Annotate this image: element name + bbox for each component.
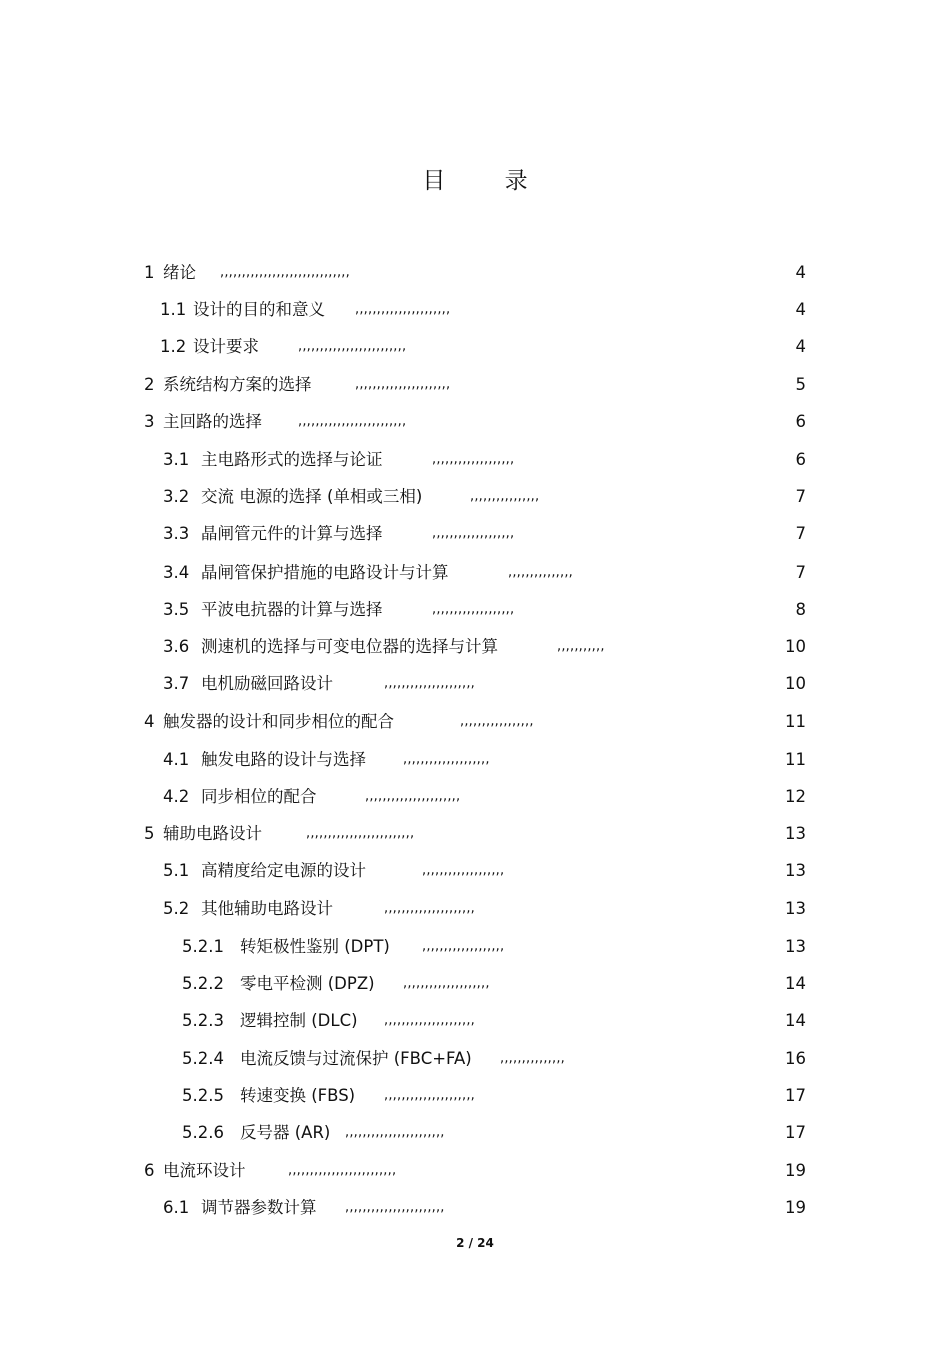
toc-entry[interactable] xyxy=(0,410,950,434)
toc-entry-title: 同步相位的配合 xyxy=(201,787,317,806)
toc-entry[interactable] xyxy=(0,373,950,397)
toc-entry-title: 其他辅助电路设计 xyxy=(201,899,333,918)
toc-entry[interactable] xyxy=(0,1159,950,1183)
toc-entry-leader: ,,,,,,,,,,,,,,,,,,,, xyxy=(403,752,490,767)
toc-entry-leader: ,,,,,,,,,,,,,,,,,,,,,, xyxy=(355,302,451,317)
toc-entry-leader: ,,,,,,,,,,,,,,,,,,, xyxy=(422,939,505,954)
toc-entry[interactable] xyxy=(0,1009,950,1033)
toc-entry-title: 电机励磁回路设计 xyxy=(201,674,333,693)
toc-entry-page: 14 xyxy=(785,974,806,993)
toc-entry[interactable] xyxy=(0,635,950,659)
toc-entry-number: 4.2 xyxy=(163,787,190,806)
toc-entry-number: 5.2.4 xyxy=(182,1049,224,1068)
toc-entry-leader: ,,,,,,,,,,,,,,,,,,,,,,,,,,,,,, xyxy=(220,265,350,280)
toc-entry-title: 高精度给定电源的设计 xyxy=(201,861,366,880)
toc-entry[interactable] xyxy=(0,859,950,883)
page-title: 目 录 xyxy=(422,168,554,194)
toc-entry-page: 17 xyxy=(785,1123,806,1142)
toc-entry-title: 电流环设计 xyxy=(163,1161,246,1180)
toc-entry-title: 平波电抗器的计算与选择 xyxy=(201,600,383,619)
toc-entry[interactable] xyxy=(0,897,950,921)
toc-entry-leader: ,,,,,,,,,,,,,,,,,,,,, xyxy=(384,1088,475,1103)
toc-entry-leader: ,,,,,,,,,,,,,,,,,,,,, xyxy=(384,676,475,691)
toc-entry-leader: ,,,,,,,,,,,,,,,,,,,,,,, xyxy=(345,1200,445,1215)
toc-entry-title: 设计要求 xyxy=(193,337,259,356)
toc-entry-leader: ,,,,,,,,,,,,,,,,,,,,,,,,, xyxy=(288,1163,397,1178)
toc-entry-page: 11 xyxy=(785,712,806,731)
toc-entry[interactable] xyxy=(0,935,950,959)
toc-entry[interactable] xyxy=(0,972,950,996)
toc-entry-title: 绪论 xyxy=(163,263,196,282)
toc-entry-page: 13 xyxy=(785,861,806,880)
toc-entry-page: 14 xyxy=(785,1011,806,1030)
toc-entry-leader: ,,,,,,,,,,,,,,,,,,, xyxy=(432,526,515,541)
toc-entry-title: 晶闸管元件的计算与选择 xyxy=(201,524,383,543)
toc-entry-page: 16 xyxy=(785,1049,806,1068)
toc-entry-page: 6 xyxy=(795,450,806,469)
toc-entry-number: 5 xyxy=(144,824,155,843)
toc-entry-page: 13 xyxy=(785,937,806,956)
toc-entry-leader: ,,,,,,,,,,,,,,,,,,,,,,,,, xyxy=(306,826,415,841)
toc-entry-title: 电流反馈与过流保护 (FBC+FA) xyxy=(240,1049,472,1068)
toc-entry-page: 17 xyxy=(785,1086,806,1105)
toc-entry-number: 3.7 xyxy=(163,674,190,693)
toc-entry-page: 8 xyxy=(795,600,806,619)
toc-entry-number: 1.2 xyxy=(160,337,187,356)
toc-entry[interactable] xyxy=(0,672,950,696)
toc-entry-page: 4 xyxy=(795,337,806,356)
toc-entry-title: 主回路的选择 xyxy=(163,412,262,431)
toc-entry-number: 3.6 xyxy=(163,637,190,656)
toc-entry-leader: ,,,,,,,,,,,,,,,,,,,,,,,,, xyxy=(298,339,407,354)
toc-entry-number: 5.2.6 xyxy=(182,1123,224,1142)
toc-entry-page: 4 xyxy=(795,300,806,319)
toc-entry-page: 10 xyxy=(785,637,806,656)
toc-entry-leader: ,,,,,,,,,,,,,,, xyxy=(508,565,573,580)
toc-entry-number: 5.2.3 xyxy=(182,1011,224,1030)
toc-entry-leader: ,,,,,,,,,,,,,,,,,,, xyxy=(422,863,505,878)
toc-entry-title: 触发器的设计和同步相位的配合 xyxy=(163,712,394,731)
toc-entry[interactable] xyxy=(0,522,950,546)
toc-entry-leader: ,,,,,,,,,,,,,,, xyxy=(500,1051,565,1066)
toc-entry[interactable] xyxy=(0,748,950,772)
toc-entry-number: 2 xyxy=(144,375,155,394)
toc-entry-page: 10 xyxy=(785,674,806,693)
toc-entry-number: 4.1 xyxy=(163,750,190,769)
toc-entry-number: 1.1 xyxy=(160,300,187,319)
toc-entry-page: 7 xyxy=(795,563,806,582)
toc-entry-title: 零电平检测 (DPZ) xyxy=(240,974,375,993)
toc-entry-number: 5.2 xyxy=(163,899,190,918)
toc-entry-page: 6 xyxy=(795,412,806,431)
toc-entry-number: 6.1 xyxy=(163,1198,190,1217)
toc-entry-title: 系统结构方案的选择 xyxy=(163,375,312,394)
toc-entry-title: 触发电路的设计与选择 xyxy=(201,750,366,769)
toc-entry[interactable] xyxy=(0,561,950,585)
toc-entry-page: 5 xyxy=(795,375,806,394)
toc-entry-leader: ,,,,,,,,,,,,,,,, xyxy=(470,489,540,504)
toc-entry-page: 7 xyxy=(795,524,806,543)
toc-entry[interactable] xyxy=(0,598,950,622)
toc-entry-page: 4 xyxy=(795,263,806,282)
toc-entry-page: 19 xyxy=(785,1198,806,1217)
toc-entry[interactable] xyxy=(0,1121,950,1145)
toc-entry-page: 19 xyxy=(785,1161,806,1180)
toc-entry[interactable] xyxy=(0,1084,950,1108)
toc-entry-leader: ,,,,,,,,,,,,,,,,,,,,,,, xyxy=(345,1125,445,1140)
toc-entry[interactable] xyxy=(0,822,950,846)
toc-entry-number: 3 xyxy=(144,412,155,431)
toc-entry-number: 5.1 xyxy=(163,861,190,880)
toc-entry-number: 5.2.5 xyxy=(182,1086,224,1105)
toc-entry[interactable] xyxy=(0,1196,950,1220)
toc-entry-number: 5.2.1 xyxy=(182,937,224,956)
toc-entry[interactable] xyxy=(0,448,950,472)
toc-entry-leader: ,,,,,,,,,,,,,,,,,,,,,, xyxy=(365,789,461,804)
toc-entry-leader: ,,,,,,,,,,, xyxy=(557,639,605,654)
toc-entry-page: 11 xyxy=(785,750,806,769)
toc-entry-page: 12 xyxy=(785,787,806,806)
toc-entry-number: 3.1 xyxy=(163,450,190,469)
toc-entry-leader: ,,,,,,,,,,,,,,,,,,, xyxy=(432,452,515,467)
toc-entry-title: 逻辑控制 (DLC) xyxy=(240,1011,358,1030)
toc-entry-number: 4 xyxy=(144,712,155,731)
toc-entry-leader: ,,,,,,,,,,,,,,,,,,,,, xyxy=(384,1013,475,1028)
toc-entry-leader: ,,,,,,,,,,,,,,,,, xyxy=(460,714,534,729)
toc-entry-page: 13 xyxy=(785,899,806,918)
toc-entry-title: 反号器 (AR) xyxy=(240,1123,331,1142)
toc-entry[interactable] xyxy=(0,710,950,734)
toc-entry-title: 晶闸管保护措施的电路设计与计算 xyxy=(201,563,449,582)
toc-entry-title: 调节器参数计算 xyxy=(201,1198,317,1217)
toc-entry-leader: ,,,,,,,,,,,,,,,,,,,,,, xyxy=(355,377,451,392)
toc-entry[interactable] xyxy=(0,485,950,509)
toc-entry-title: 转速变换 (FBS) xyxy=(240,1086,356,1105)
toc-entry-number: 3.2 xyxy=(163,487,190,506)
toc-entry-number: 5.2.2 xyxy=(182,974,224,993)
toc-entry-title: 测速机的选择与可变电位器的选择与计算 xyxy=(201,637,498,656)
toc-entry-number: 1 xyxy=(144,263,155,282)
toc-entry-number: 3.5 xyxy=(163,600,190,619)
toc-entry-title: 设计的目的和意义 xyxy=(193,300,325,319)
toc-entry-leader: ,,,,,,,,,,,,,,,,,,,,,,,,, xyxy=(298,414,407,429)
page-number: 2 / 24 xyxy=(456,1236,494,1250)
toc-entry-number: 3.4 xyxy=(163,563,190,582)
toc-entry-number: 3.3 xyxy=(163,524,190,543)
toc-entry-title: 主电路形式的选择与论证 xyxy=(201,450,383,469)
toc-entry-number: 6 xyxy=(144,1161,155,1180)
toc-entry-leader: ,,,,,,,,,,,,,,,,,,,, xyxy=(403,976,490,991)
toc-entry[interactable] xyxy=(0,335,950,359)
toc-entry-title: 转矩极性鉴别 (DPT) xyxy=(240,937,390,956)
toc-entry-page: 7 xyxy=(795,487,806,506)
toc-entry-leader: ,,,,,,,,,,,,,,,,,,,,, xyxy=(384,901,475,916)
toc-entry-page: 13 xyxy=(785,824,806,843)
toc-entry[interactable] xyxy=(0,261,950,285)
toc-entry[interactable] xyxy=(0,1047,950,1071)
toc-entry-leader: ,,,,,,,,,,,,,,,,,,, xyxy=(432,602,515,617)
toc-entry[interactable] xyxy=(0,298,950,322)
toc-entry-title: 辅助电路设计 xyxy=(163,824,262,843)
toc-entry[interactable] xyxy=(0,785,950,809)
toc-entry-title: 交流 电源的选择 (单相或三相) xyxy=(201,487,423,506)
